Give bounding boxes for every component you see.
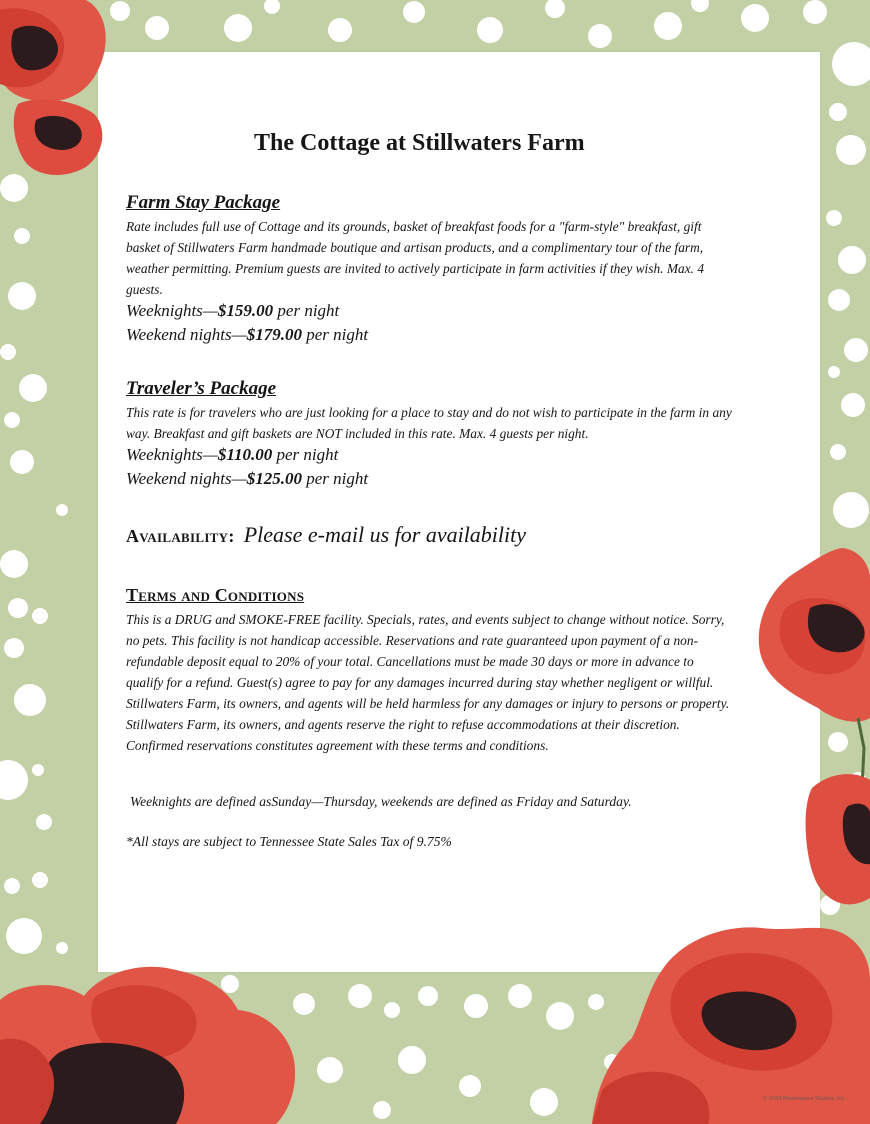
rate-label: Weekend nights— xyxy=(126,469,247,488)
rate-price: $179.00 xyxy=(246,325,302,344)
document-title: The Cottage at Stillwaters Farm xyxy=(254,130,585,156)
traveler-weeknights-rate xyxy=(126,444,338,466)
traveler-description: This rate is for travelers who are just looking for a place to stay and do not wish to participate in the farm in any way. Breakfast and gift baskets are NOT included in this rate. Max. 4 guests per night. xyxy=(126,405,732,441)
rate-label: Weeknights— xyxy=(126,445,218,464)
poppy-right-illustration xyxy=(752,548,870,928)
rate-price: $110.00 xyxy=(217,445,273,464)
farm-stay-weekend-rate xyxy=(126,324,368,346)
farm-stay-weeknights-rate xyxy=(126,300,339,322)
rate-price: $125.00 xyxy=(246,469,302,488)
poppy-bottom-left-illustration xyxy=(0,960,296,1124)
terms-body: This is a DRUG and SMOKE-FREE facility. Specials, rates, and events subject to change without notice. Sorry, no pets. This facility is not handicap accessible. Reservations and rate guaranteed upon payment of a non-refundable deposit equal to 20% of your total. Cancellations must be made 30 days or more in advance to qualify for a refund. Guest(s) agree to pay for any damages incurred during stay whether negligent or willful. Stillwaters Farm, its owners, and agents will be held harmless for any damages or injury to persons or property. Stillwaters Farm, its owners, and agents reserve the right to refuse accommodations at their discretion. Confirmed reservations constitutes agreement with these terms and conditions. xyxy=(126,612,730,753)
weeknights-definition-note: Weeknights are defined asSunday—Thursday, weekends are defined as Friday and Saturday. xyxy=(130,794,632,809)
rate-price: $159.00 xyxy=(217,301,274,320)
traveler-weekend-rate xyxy=(126,468,368,490)
availability-label: Availability: xyxy=(126,526,235,546)
poppy-top-left-illustration xyxy=(0,0,112,180)
tax-note: *All stays are subject to Tennessee State Sales Tax of 9.75% xyxy=(126,834,452,849)
availability-text: Please e-mail us for availability xyxy=(243,522,527,547)
rate-unit: per night xyxy=(272,445,339,464)
rate-unit: per night xyxy=(301,325,369,344)
rate-unit: per night xyxy=(273,301,340,320)
rate-unit: per night xyxy=(301,469,369,488)
rate-label: Weekend nights— xyxy=(126,325,247,344)
traveler-heading: Traveler’s Package xyxy=(126,378,277,399)
farm-stay-heading: Farm Stay Package xyxy=(126,192,281,213)
terms-heading: Terms and Conditions xyxy=(126,585,305,605)
availability-line xyxy=(126,522,526,548)
poppy-bottom-right-illustration xyxy=(592,910,870,1124)
farm-stay-description: Rate includes full use of Cottage and its grounds, basket of breakfast foods for a "farm-style" breakfast, gift basket of Stillwaters Farm handmade boutique and artisan products, and a complimentary tour of the farm, weather permitting. Premium guests are invited to actively participate in farm activities if they wish. Max. 4 guests. xyxy=(126,219,705,297)
rate-label: Weeknights— xyxy=(126,301,218,320)
copyright-text: © 2009 Masterpiece Studios, Inc. xyxy=(762,1096,846,1102)
